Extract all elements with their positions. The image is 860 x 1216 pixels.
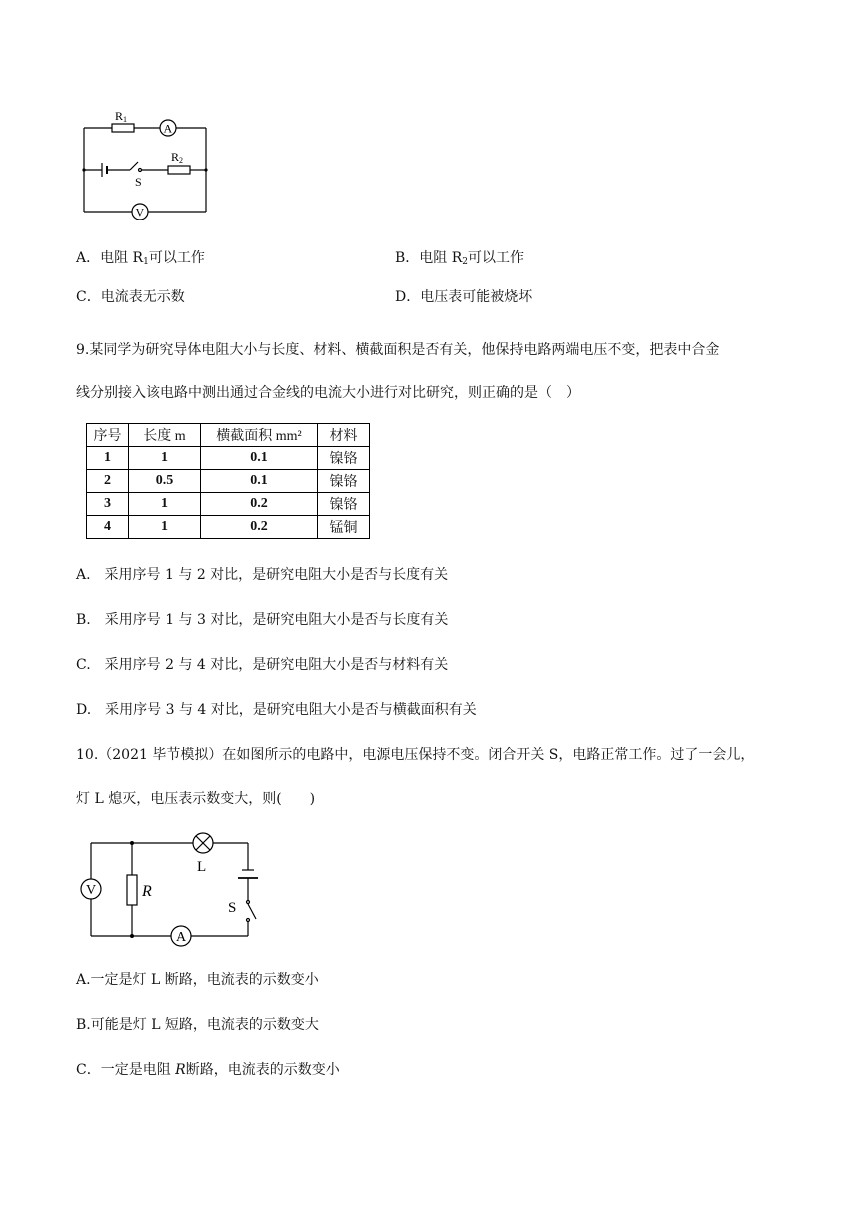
q8-switch-label: S bbox=[135, 175, 142, 189]
table-header: 横截面积 mm² bbox=[201, 424, 318, 447]
table-cell: 0.2 bbox=[201, 493, 318, 516]
q8-circuit-diagram bbox=[70, 100, 220, 220]
table-cell: 3 bbox=[87, 493, 129, 516]
table-row bbox=[87, 470, 370, 493]
q10-ammeter-label: A bbox=[176, 930, 187, 945]
table-row bbox=[87, 447, 370, 470]
table-cell: 1 bbox=[87, 447, 129, 470]
q10-lamp-label: L bbox=[197, 859, 207, 875]
q9-option-b: B. 采用序号 1 与 3 对比，是研究电阻大小是否与长度有关 bbox=[76, 612, 449, 628]
table-cell: 镍铬 bbox=[318, 493, 370, 516]
table-row bbox=[87, 516, 370, 539]
q9-stem-line1: 9.某同学为研究导体电阻大小与长度、材料、横截面积是否有关，他保持电路两端电压不变，把表中合金 bbox=[76, 342, 720, 358]
q10-stem-line1: 10.（2021 毕节模拟）在如图所示的电路中，电源电压保持不变。闭合开关 S，电路正常工作。过了一会儿， bbox=[76, 747, 755, 763]
table-cell: 0.5 bbox=[129, 470, 201, 493]
table-header: 材料 bbox=[318, 424, 370, 447]
table-row bbox=[87, 493, 370, 516]
q9-stem-line2: 线分别接入该电路中测出通过合金线的电流大小进行对比研究，则正确的是（ ） bbox=[76, 385, 580, 401]
q8-option-a: A．电阻 $R_1$可以工作 bbox=[76, 250, 205, 267]
q10-switch-label: S bbox=[228, 900, 237, 916]
table-cell: 0.2 bbox=[201, 516, 318, 539]
table-header: 序号 bbox=[87, 424, 129, 447]
q8-option-c: C．电流表无示数 bbox=[76, 289, 185, 305]
table-cell: 镍铬 bbox=[318, 470, 370, 493]
table-cell: 锰铜 bbox=[318, 516, 370, 539]
q8-voltmeter-label: V bbox=[135, 205, 145, 220]
table-cell: 4 bbox=[87, 516, 129, 539]
q10-stem-line2: 灯 L 熄灭，电压表示数变大，则( ) bbox=[76, 791, 316, 807]
table-cell: 1 bbox=[129, 493, 201, 516]
q10-option-b: B.可能是灯 L 短路，电流表的示数变大 bbox=[76, 1017, 319, 1033]
table-header: 长度 m bbox=[129, 424, 201, 447]
q10-circuit-diagram bbox=[70, 825, 270, 950]
q8-r2-label: R2 bbox=[171, 150, 184, 165]
table-cell: 0.1 bbox=[201, 470, 318, 493]
q8-option-b: B．电阻 $R_2$可以工作 bbox=[395, 250, 525, 267]
q9-option-d: D. 采用序号 3 与 4 对比，是研究电阻大小是否与横截面积有关 bbox=[76, 702, 477, 718]
q9-data-table bbox=[86, 423, 370, 539]
q10-resistor-label: R bbox=[142, 883, 152, 900]
q9-option-a: A. 采用序号 1 与 2 对比，是研究电阻大小是否与长度有关 bbox=[76, 567, 449, 583]
q8-r1-label: R1 bbox=[115, 109, 128, 124]
q10-option-c: C．一定是电阻 R断路，电流表的示数变小 bbox=[76, 1062, 340, 1078]
q8-ammeter-label: A bbox=[163, 121, 173, 136]
q10-voltmeter-label: V bbox=[86, 883, 97, 898]
q9-option-c: C. 采用序号 2 与 4 对比，是研究电阻大小是否与材料有关 bbox=[76, 657, 449, 673]
table-cell: 2 bbox=[87, 470, 129, 493]
q8-option-d: D．电压表可能被烧坏 bbox=[395, 289, 533, 305]
table-cell: 1 bbox=[129, 447, 201, 470]
table-header-row bbox=[87, 424, 370, 447]
q10-option-a: A.一定是灯 L 断路，电流表的示数变小 bbox=[76, 972, 319, 988]
table-cell: 1 bbox=[129, 516, 201, 539]
table-cell: 镍铬 bbox=[318, 447, 370, 470]
table-cell: 0.1 bbox=[201, 447, 318, 470]
